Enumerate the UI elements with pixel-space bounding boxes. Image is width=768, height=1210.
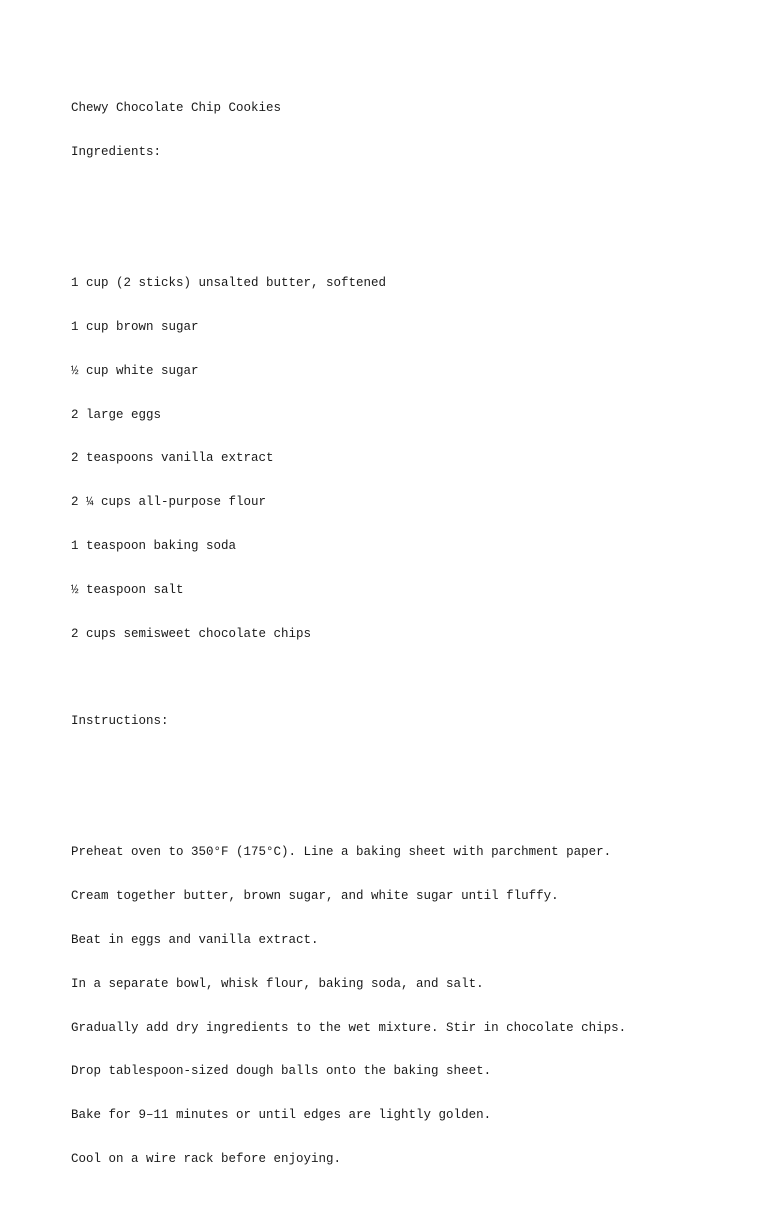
ingredient-item: 2 ¼ cups all-purpose flour: [71, 495, 267, 510]
ingredient-item: 1 cup brown sugar: [71, 320, 199, 335]
instruction-step: In a separate bowl, whisk flour, baking soda, and salt.: [71, 976, 484, 991]
document-page: [71, 72, 751, 1210]
ingredients-list: [71, 247, 751, 670]
ingredient-item: ½ teaspoon salt: [71, 582, 184, 597]
instruction-step: Gradually add dry ingredients to the wet mixture. Stir in chocolate chips.: [71, 1020, 627, 1035]
ingredient-item: 1 teaspoon baking soda: [71, 539, 237, 553]
ingredient-item: 2 cups semisweet chocolate chips: [71, 626, 312, 641]
instructions-list: [71, 816, 751, 1195]
ingredient-item: 2 teaspoons vanilla extract: [71, 451, 274, 466]
instruction-step: Beat in eggs and vanilla extract.: [71, 933, 319, 948]
instruction-step: Preheat oven to 350°F (175°C). Line a baking sheet with parchment paper.: [71, 845, 612, 860]
ingredients-heading: Ingredients:: [71, 144, 162, 159]
instruction-step: Bake for 9–11 minutes or until edges are lightly golden.: [71, 1108, 492, 1123]
ingredient-item: ½ cup white sugar: [71, 363, 199, 378]
blank-line: [71, 189, 751, 204]
instructions-heading: Instructions:: [71, 714, 169, 729]
ingredient-item: 2 large eggs: [71, 407, 162, 422]
instruction-step: Cream together butter, brown sugar, and white sugar until fluffy.: [71, 889, 559, 904]
instruction-step: Drop tablespoon-sized dough balls onto the baking sheet.: [71, 1064, 492, 1079]
blank-line: [71, 758, 751, 773]
ingredient-item: 1 cup (2 sticks) unsalted butter, softened: [71, 276, 387, 291]
instruction-step: Cool on a wire rack before enjoying.: [71, 1151, 342, 1166]
recipe-title: Chewy Chocolate Chip Cookies: [71, 101, 282, 116]
